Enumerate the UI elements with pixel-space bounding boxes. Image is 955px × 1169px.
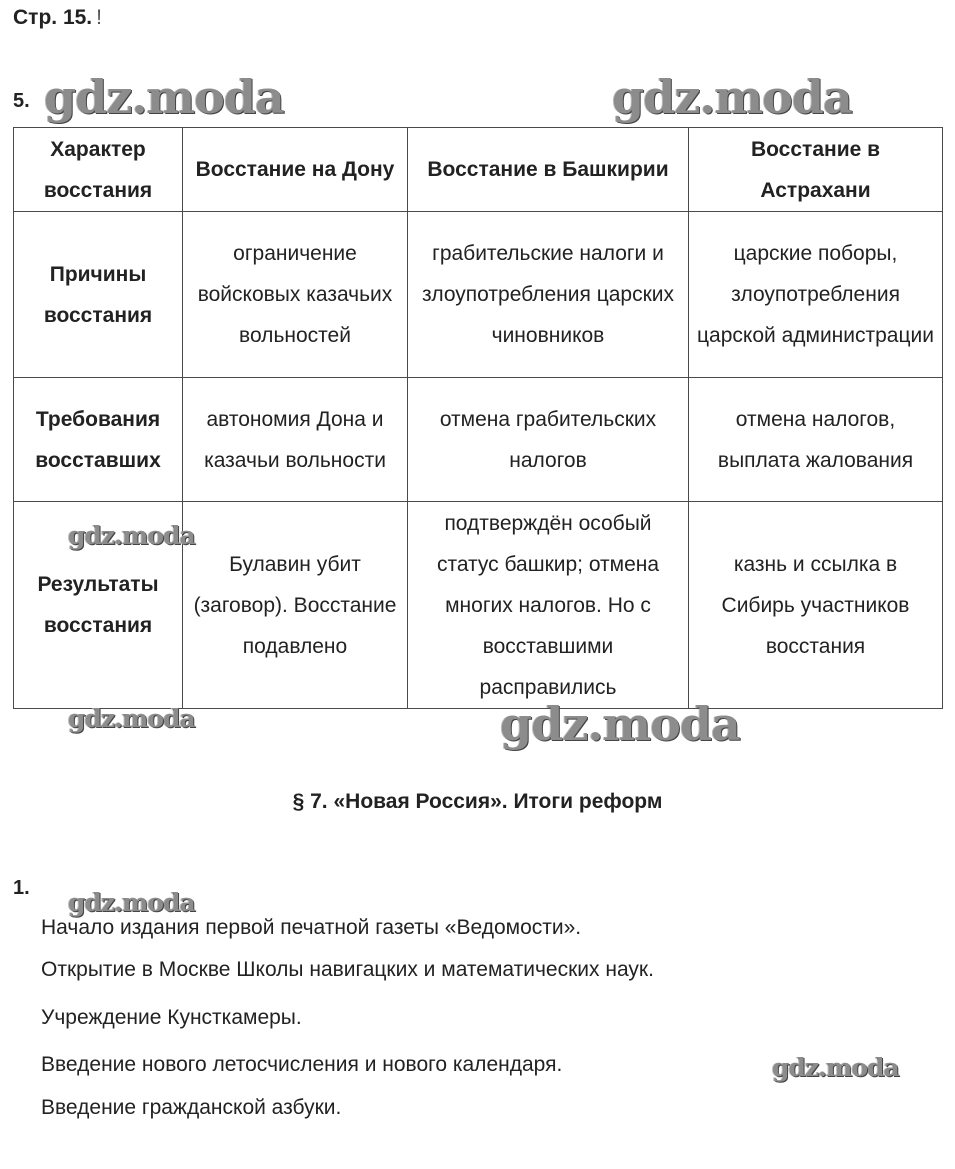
table-cell: отмена налогов, выплата жалования xyxy=(689,378,943,502)
table-cell: Булавин убит (заговор). Восстание подавлено xyxy=(183,502,408,709)
row-header: Причины восстания xyxy=(14,212,183,378)
page-header xyxy=(13,6,102,30)
watermark: gdz.moda xyxy=(44,70,284,124)
task-1-number: 1. xyxy=(13,877,30,899)
table-cell: автономия Дона и казачьи вольности xyxy=(183,378,408,502)
table-cell: отмена грабительских налогов xyxy=(408,378,689,502)
event-item: Открытие в Москве Школы навигацких и математических наук. xyxy=(41,958,654,981)
event-item: Введение нового летосчисления и нового календаря. xyxy=(41,1053,563,1076)
page-number: Стр. 15. xyxy=(13,6,93,29)
row-header: Требования восставших xyxy=(14,378,183,502)
section-title: § 7. «Новая Россия». Итоги реформ xyxy=(292,790,663,813)
table-cell: царские поборы, злоупотребления царской администрации xyxy=(689,212,943,378)
uprising-table xyxy=(13,127,943,709)
column-header: Характер восстания xyxy=(14,128,183,212)
table-cell: казнь и ссылка в Сибирь участников восстания xyxy=(689,502,943,709)
event-item: Введение гражданской азбуки. xyxy=(41,1096,342,1119)
table-header-row xyxy=(14,128,943,212)
table-cell: грабительские налоги и злоупотребления царских чиновников xyxy=(408,212,689,378)
event-item: Начало издания первой печатной газеты «Ведомости». xyxy=(41,916,582,939)
row-header: Результаты восстания xyxy=(14,502,183,709)
table-row xyxy=(14,378,943,502)
watermark: gdz.moda xyxy=(500,697,740,751)
watermark: gdz.moda xyxy=(68,704,195,733)
column-header: Восстание в Астрахани xyxy=(689,128,943,212)
column-header: Восстание в Башкирии xyxy=(408,128,689,212)
table-cell: ограничение войсковых казачьих вольностей xyxy=(183,212,408,378)
table-cell: подтверждён особый статус башкир; отмена многих налогов. Но с восставшими расправились xyxy=(408,502,689,709)
column-header: Восстание на Дону xyxy=(183,128,408,212)
watermark: gdz.moda xyxy=(68,888,195,917)
watermark: gdz.moda xyxy=(772,1053,899,1082)
watermark: gdz.moda xyxy=(612,70,852,124)
watermark: gdz.moda xyxy=(68,521,195,550)
task-5-number: 5. xyxy=(13,90,30,112)
table-row xyxy=(14,212,943,378)
event-item: Учреждение Кунсткамеры. xyxy=(41,1006,302,1029)
page-mark: ! xyxy=(96,6,102,29)
